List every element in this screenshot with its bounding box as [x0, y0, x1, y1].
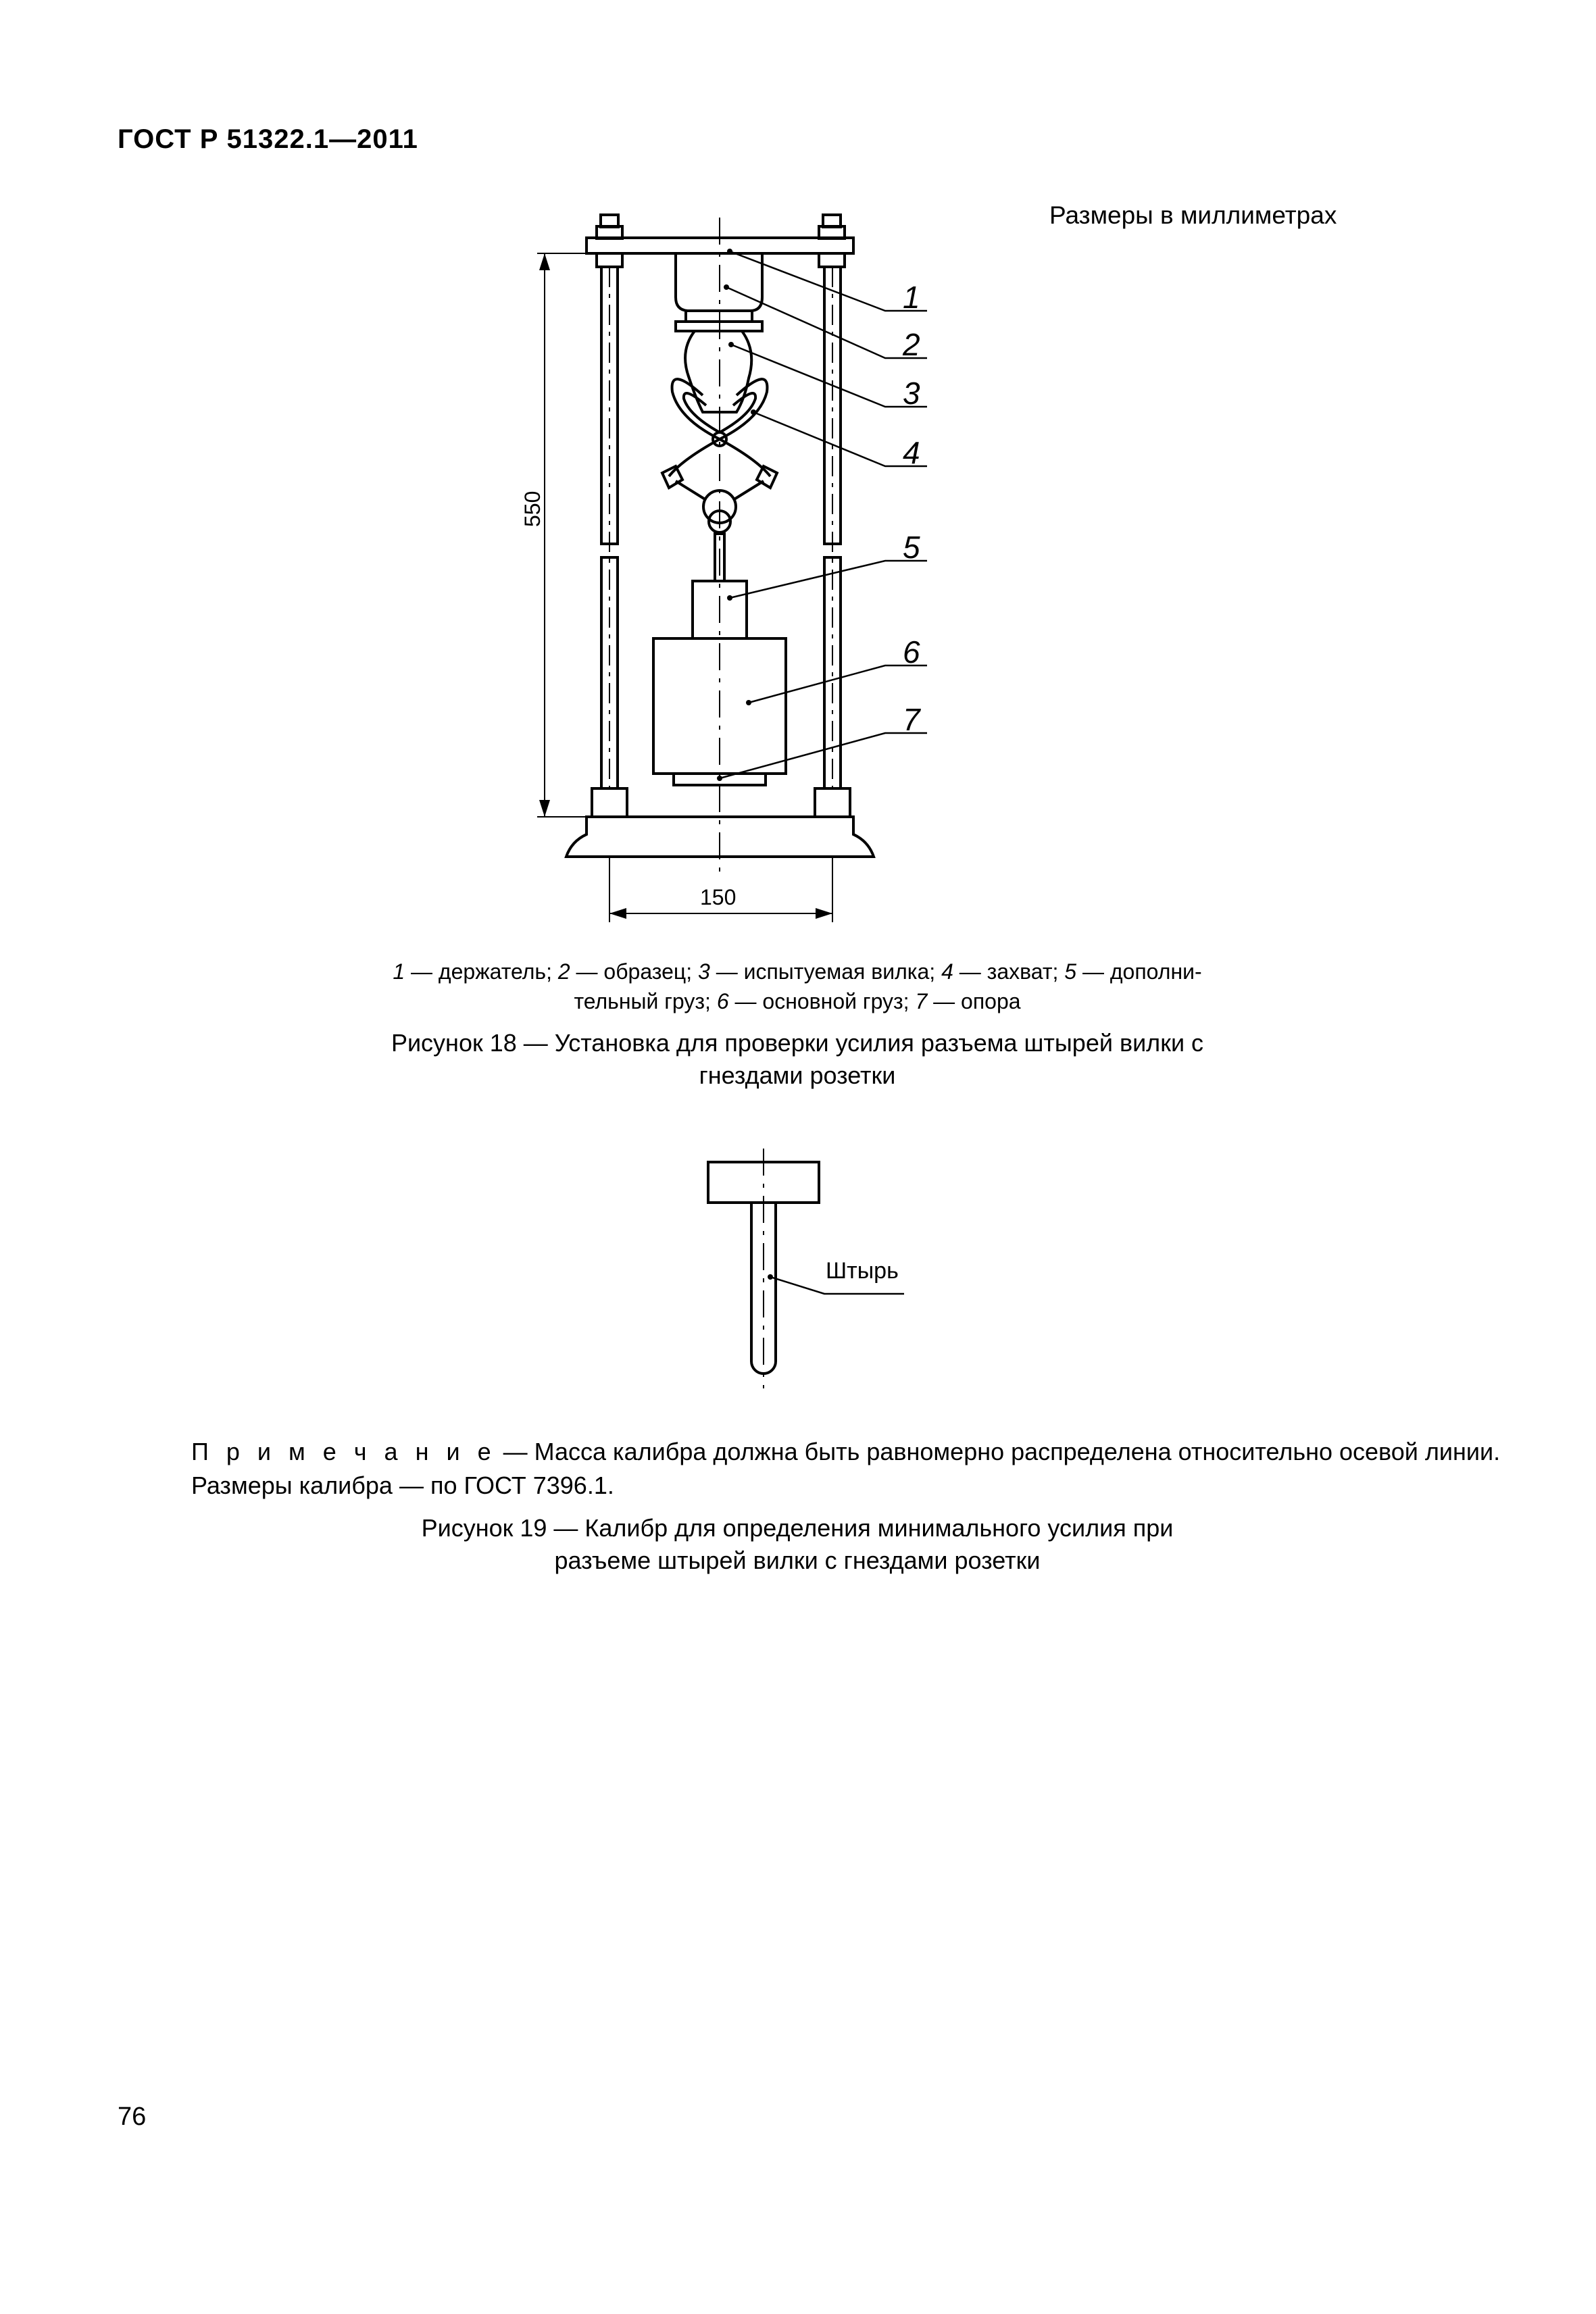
figure-19-caption-line-2: разъеме штырей вилки с гнездами розетки — [554, 1546, 1041, 1574]
figure-18-caption — [243, 1027, 1351, 1092]
legend-text: тельный груз; — [574, 989, 717, 1013]
legend-number: 1 — [393, 959, 405, 984]
legend-text: — опора — [927, 989, 1021, 1013]
callout-3: 3 — [903, 376, 920, 411]
figure-19-note — [191, 1435, 1509, 1503]
legend-line-1 — [243, 957, 1351, 986]
callout-1: 1 — [903, 280, 920, 315]
callout-6: 6 — [903, 634, 920, 670]
legend-text: — захват; — [953, 959, 1065, 984]
legend-text: — держатель; — [405, 959, 558, 984]
pin-label: Штырь — [826, 1258, 899, 1284]
legend-number: 5 — [1064, 959, 1077, 984]
legend-number: 7 — [915, 989, 928, 1013]
figure-18-legend — [243, 957, 1351, 1016]
note-line-1 — [191, 1435, 1509, 1469]
dimension-height-label: 550 — [520, 491, 545, 527]
callout-7: 7 — [903, 702, 920, 737]
legend-number: 6 — [716, 989, 729, 1013]
figure-19-caption — [243, 1512, 1351, 1577]
legend-text: — дополни- — [1076, 959, 1202, 984]
units-note: Размеры в миллиметрах — [1049, 201, 1337, 229]
legend-text: — испытуемая вилка; — [709, 959, 942, 984]
note-line-2: Размеры калибра — по ГОСТ 7396.1. — [191, 1472, 614, 1499]
page-number: 76 — [118, 2103, 147, 2131]
figure-18-caption-line-2: гнездами розетки — [699, 1061, 896, 1089]
callout-4: 4 — [903, 435, 920, 470]
note-prefix: П р и м е ч а н и е — [191, 1438, 497, 1465]
legend-line-2 — [243, 986, 1351, 1016]
legend-number: 2 — [557, 959, 570, 984]
note-text: — Масса калибра должна быть равномерно распределена относительно осевой линии. — [496, 1438, 1501, 1465]
figure-18-caption-line-1: Рисунок 18 — Установка для проверки усилия разъема штырей вилки с — [391, 1029, 1204, 1057]
legend-number: 4 — [941, 959, 953, 984]
legend-number: 3 — [698, 959, 710, 984]
document-header: ГОСТ Р 51322.1—2011 — [118, 124, 418, 154]
figure-18-drawing — [0, 0, 1596, 946]
figure-19-caption-line-1: Рисунок 19 — Калибр для определения минимального усилия при — [421, 1514, 1174, 1542]
dimension-width-label: 150 — [700, 885, 737, 909]
callout-5: 5 — [903, 530, 920, 565]
figure-19-drawing — [0, 1135, 1596, 1419]
legend-text: — образец; — [570, 959, 698, 984]
legend-text: — основной груз; — [728, 989, 916, 1013]
callout-2: 2 — [903, 327, 920, 362]
